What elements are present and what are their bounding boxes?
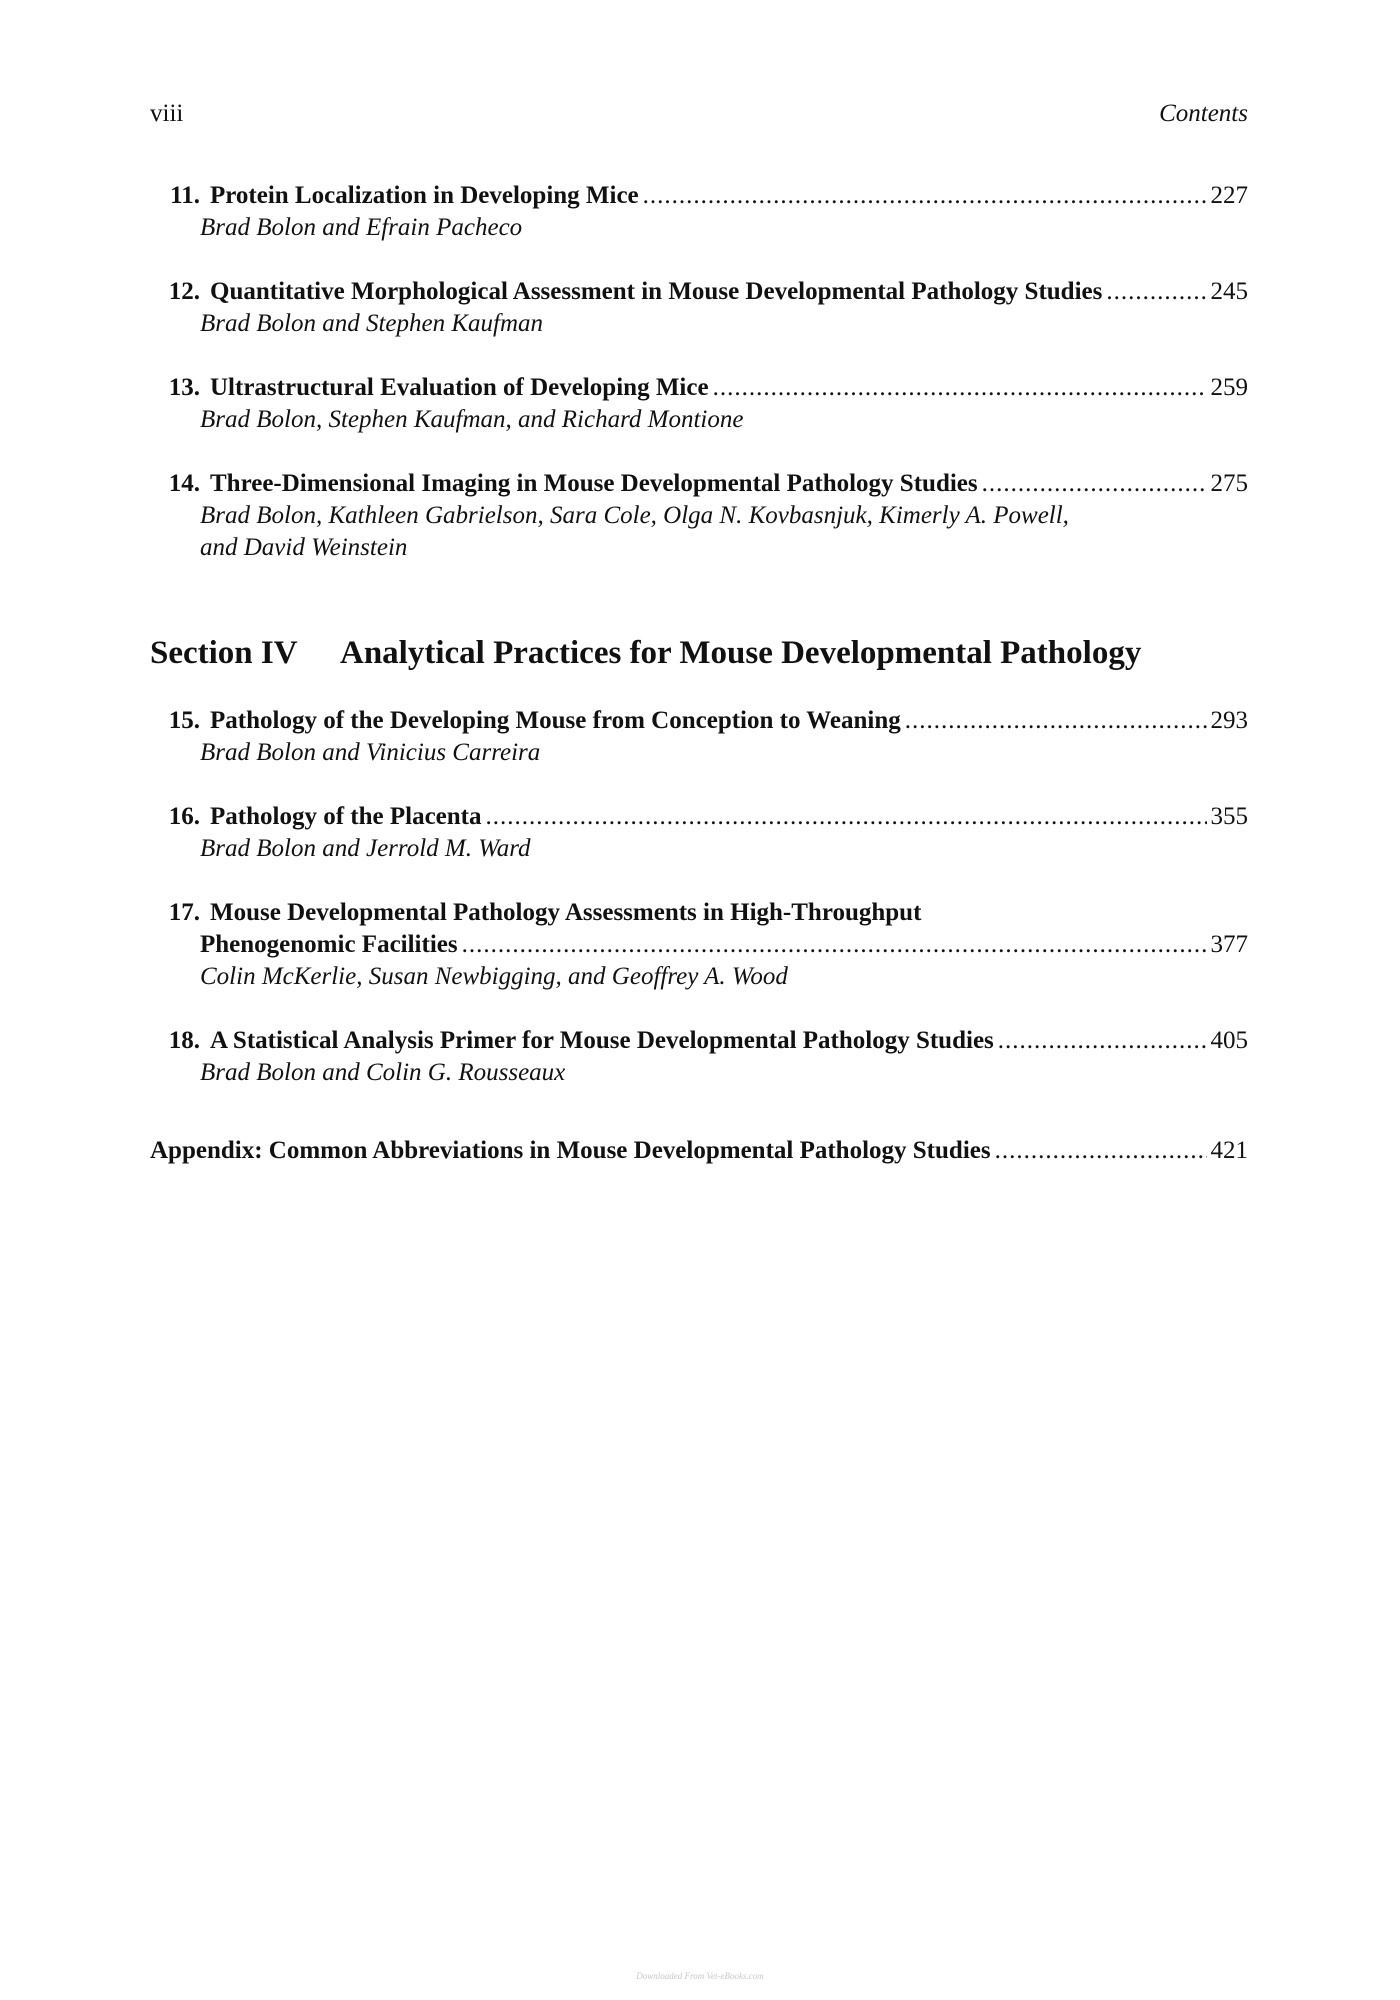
entry-authors: Brad Bolon and Jerrold M. Ward bbox=[200, 835, 531, 862]
entry-authors-line-1: Brad Bolon, Kathleen Gabrielson, Sara Cole, Olga N. Kovbasnjuk, Kimerly A. Powell, bbox=[200, 502, 1069, 529]
toc-entry-18[interactable] bbox=[150, 1025, 1248, 1089]
dot-leader bbox=[998, 1025, 1207, 1057]
dot-leader bbox=[905, 705, 1207, 737]
dot-leader bbox=[713, 372, 1207, 404]
dot-leader bbox=[1106, 276, 1206, 308]
entry-authors: Brad Bolon, Stephen Kaufman, and Richard Montione bbox=[200, 406, 744, 433]
toc-entry-12[interactable] bbox=[150, 276, 1248, 340]
page-folio: viii bbox=[150, 100, 184, 127]
entry-title-line-1: Mouse Developmental Pathology Assessments in High-Throughput bbox=[210, 899, 922, 926]
entry-title: Pathology of the Placenta bbox=[210, 803, 482, 830]
section-heading bbox=[150, 635, 1248, 672]
dot-leader bbox=[643, 180, 1207, 212]
dot-leader bbox=[485, 801, 1206, 833]
entry-authors: Brad Bolon and Colin G. Rousseaux bbox=[200, 1059, 566, 1086]
appendix-title: Appendix: Common Abbreviations in Mouse Developmental Pathology Studies bbox=[150, 1137, 991, 1164]
section-label: Section IV bbox=[150, 635, 298, 671]
entry-title: Protein Localization in Developing Mice bbox=[210, 182, 639, 209]
dot-leader bbox=[995, 1135, 1207, 1167]
toc-entry-13[interactable] bbox=[150, 372, 1248, 436]
entry-authors-line-2: and David Weinstein bbox=[200, 534, 408, 561]
entry-title: Three-Dimensional Imaging in Mouse Developmental Pathology Studies bbox=[210, 470, 978, 497]
toc-entry-15[interactable] bbox=[150, 705, 1248, 769]
section-title: Analytical Practices for Mouse Developmental Pathology bbox=[340, 635, 1142, 671]
toc-entry-16[interactable] bbox=[150, 801, 1248, 865]
download-watermark: Downloaded From Vet-eBooks.com bbox=[636, 1971, 764, 1981]
entry-number: 11. bbox=[170, 182, 200, 209]
entry-page-number: 245 bbox=[1210, 278, 1248, 305]
dot-leader bbox=[462, 929, 1207, 961]
entry-title-line-2: Phenogenomic Facilities bbox=[200, 931, 458, 958]
entry-authors: Brad Bolon and Stephen Kaufman bbox=[200, 310, 544, 337]
toc-entry-appendix[interactable] bbox=[150, 1135, 1248, 1167]
toc-entry-17[interactable] bbox=[150, 897, 1248, 993]
entry-authors: Colin McKerlie, Susan Newbigging, and Geoffrey A. Wood bbox=[200, 963, 788, 990]
entry-number: 16. bbox=[168, 803, 200, 830]
entry-number: 15. bbox=[168, 707, 200, 734]
entry-page-number: 293 bbox=[1210, 707, 1248, 734]
entry-number: 17. bbox=[168, 899, 200, 926]
entry-page-number: 355 bbox=[1210, 803, 1248, 830]
toc-entry-14[interactable] bbox=[150, 468, 1248, 564]
entry-page-number: 227 bbox=[1210, 182, 1248, 209]
entry-title: Quantitative Morphological Assessment in Mouse Developmental Pathology Studies bbox=[210, 278, 1103, 305]
dot-leader bbox=[982, 468, 1207, 500]
entry-page-number: 259 bbox=[1210, 374, 1248, 401]
entry-number: 18. bbox=[168, 1027, 200, 1054]
toc-entry-11[interactable] bbox=[150, 180, 1248, 244]
document-page bbox=[150, 0, 1248, 2000]
appendix-page-number: 421 bbox=[1210, 1137, 1248, 1164]
entry-page-number: 405 bbox=[1210, 1027, 1248, 1054]
entry-number: 12. bbox=[168, 278, 200, 305]
entry-title: Ultrastructural Evaluation of Developing Mice bbox=[210, 374, 709, 401]
entry-title: Pathology of the Developing Mouse from Conception to Weaning bbox=[210, 707, 901, 734]
entry-title: A Statistical Analysis Primer for Mouse Developmental Pathology Studies bbox=[210, 1027, 994, 1054]
entry-number: 13. bbox=[168, 374, 200, 401]
running-head bbox=[150, 100, 1248, 132]
entry-page-number: 275 bbox=[1210, 470, 1248, 497]
entry-number: 14. bbox=[168, 470, 200, 497]
entry-authors: Brad Bolon and Efrain Pacheco bbox=[200, 214, 523, 241]
entry-page-number: 377 bbox=[1210, 931, 1248, 958]
running-title: Contents bbox=[1159, 100, 1248, 127]
entry-authors: Brad Bolon and Vinicius Carreira bbox=[200, 739, 541, 766]
